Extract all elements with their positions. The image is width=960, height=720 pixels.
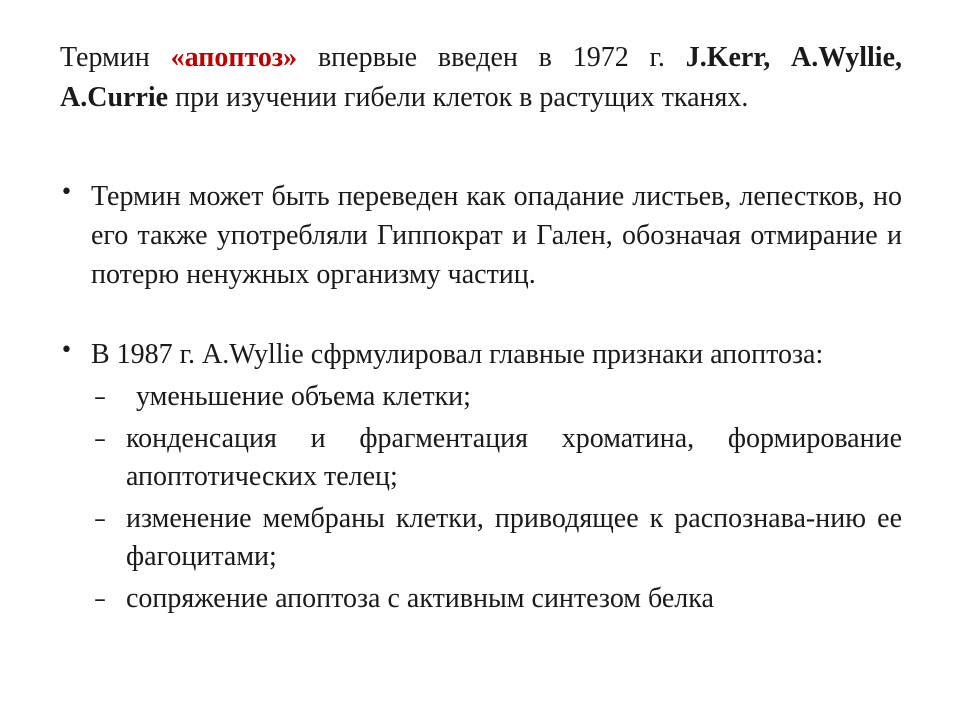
author-wyllie: A.Wyllie, (791, 42, 902, 73)
bullet-item-etymology (60, 177, 902, 294)
sub-item-cell-volume (94, 378, 902, 416)
intro-text-5: при изучении гибели клеток в растущих тканях. (168, 82, 749, 113)
sub-item-chromatin (94, 420, 902, 496)
author-kerr: J.Kerr, (685, 42, 771, 73)
sub-item-text: конденсация и фрагментация хроматина, формирование апоптотических телец; (126, 423, 902, 492)
dash-icon: – (94, 425, 106, 453)
sub-item-membrane (94, 500, 902, 576)
bullet-item-wyllie-criteria (60, 335, 902, 374)
intro-paragraph (60, 38, 902, 118)
sub-item-text: сопряжение апоптоза с активным синтезом белка (126, 583, 714, 614)
intro-text-1: Термин (60, 42, 171, 73)
sub-item-text: уменьшение объема клетки; (136, 381, 471, 412)
dash-icon: – (94, 505, 106, 533)
intro-text-3 (770, 42, 791, 73)
dash-icon: – (94, 383, 106, 411)
bullet-icon: • (60, 338, 73, 363)
bullet-icon: • (60, 180, 73, 205)
term-apoptosis: «апоптоз» (170, 42, 298, 73)
author-currie: A.Currie (60, 82, 169, 113)
intro-text-2: впервые введен в 1972 г. (297, 42, 686, 73)
dash-icon: – (94, 585, 106, 613)
bullet-text: В 1987 г. A.Wyllie сфрмулировал главные признаки апоптоза: (91, 339, 824, 370)
sub-item-text: изменение мембраны клетки, приводящее к распознава-нию ее фагоцитами; (126, 503, 902, 572)
bullet-text: Термин может быть переведен как опадание листьев, лепестков, но его также употребляли Гиппократ и Гален, обозначая отмирание и потерю ненужных организму частиц. (91, 181, 902, 290)
sub-item-protein-synthesis (94, 580, 902, 618)
